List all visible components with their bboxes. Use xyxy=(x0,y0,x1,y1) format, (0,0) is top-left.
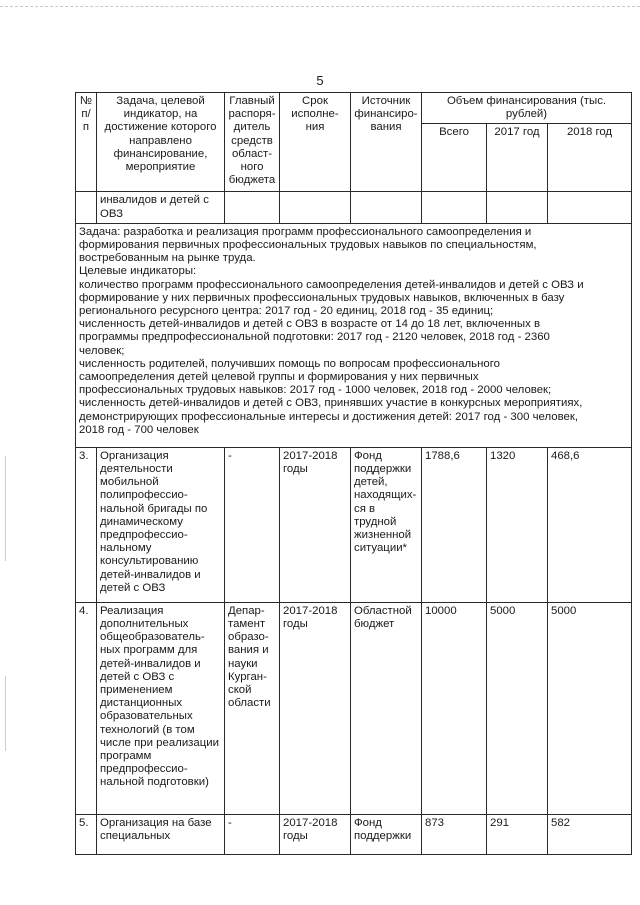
task-line: количество программ профессионального самоопределения детей-инвалидов и детей с ОВЗ и xyxy=(79,278,584,291)
header-source: Источник финансиро-вания xyxy=(351,93,422,192)
row-manager: Депар-тамент образо-вания и науки Курган-ской области xyxy=(225,602,280,814)
task-line: профессиональных трудовых навыков: 2017 год - 1000 человек, 2018 год - 2000 человек; xyxy=(79,384,552,397)
row-num: 3. xyxy=(76,447,97,602)
table-row xyxy=(76,602,632,814)
row-term: 2017-2018 годы xyxy=(280,447,351,602)
header-volume: Объем финансирования (тыс. рублей) xyxy=(422,93,632,124)
task-line: численность детей-инвалидов и детей с ОВЗ, принявших участие в конкурсных мероприятиях, xyxy=(79,397,583,410)
row-total: 10000 xyxy=(422,602,487,814)
row-num: 4. xyxy=(76,602,97,814)
task-line: программы предпрофессиональной подготовки: 2017 год - 2120 человек, 2018 год - 2360 xyxy=(79,331,550,344)
header-2018: 2018 год xyxy=(548,124,632,192)
task-line: демонстрирующих профессиональные интересы и достижения детей: 2017 год - 300 человек, xyxy=(79,410,578,423)
row-source: Областной бюджет xyxy=(351,602,422,814)
task-line: численность родителей, получивших помощь по вопросам профессионального xyxy=(79,357,500,370)
task-line: 2018 год - 700 человек xyxy=(79,423,199,436)
row-2018: 582 xyxy=(548,814,632,854)
row-task: Организация деятельности мобильной полипрофессио-нальной бригады по динамическому предпрофессио-нальному консультированию детей-инвалидов и детей с ОВЗ xyxy=(97,447,225,602)
row-term: 2017-2018 годы xyxy=(280,602,351,814)
financing-table xyxy=(75,92,632,855)
row-task: Реализация дополнительных общеобразователь-ных программ для детей-инвалидов и детей с ОВЗ с применением дистанционных образовательных технологий (в том числе при реализации программ предпрофессио-нальной подготовки) xyxy=(97,602,225,814)
task-block-row xyxy=(76,223,632,447)
page-top-edge xyxy=(0,6,640,7)
row-term: 2017-2018 годы xyxy=(280,814,351,854)
row-source: Фонд поддержки детей, находящих-ся в трудной жизненной ситуации* xyxy=(351,447,422,602)
row-2018: 468,6 xyxy=(548,447,632,602)
task-line: самоопределения детей целевой группы и формирования у них первичных xyxy=(79,371,479,384)
task-line: Целевые индикаторы: xyxy=(79,265,197,278)
header-manager: Главный распоря-дитель средств област-ного бюджета xyxy=(225,93,280,192)
task-line: численность детей-инвалидов и детей с ОВЗ в возрасте от 14 до 18 лет, включенных в xyxy=(79,318,541,331)
header-2017: 2017 год xyxy=(487,124,548,192)
task-line: человек; xyxy=(79,344,125,357)
row-source: Фонд поддержки xyxy=(351,814,422,854)
row-num: 5. xyxy=(76,814,97,854)
row-total: 873 xyxy=(422,814,487,854)
header-total: Всего xyxy=(422,124,487,192)
binding-mark xyxy=(5,676,6,751)
table-row xyxy=(76,814,632,854)
row-manager: - xyxy=(225,814,280,854)
binding-mark xyxy=(5,456,6,561)
header-num: № п/п xyxy=(76,93,97,192)
table-row xyxy=(76,447,632,602)
header-term: Срок исполне-ния xyxy=(280,93,351,192)
row-task: Организация на базе специальных xyxy=(97,814,225,854)
task-line: регионального ресурсного центра: 2017 год - 20 единиц, 2018 год - 35 единиц; xyxy=(79,305,494,318)
continuation-text: инвалидов и детей с ОВЗ xyxy=(97,192,225,223)
continuation-row xyxy=(76,192,632,223)
row-2017: 291 xyxy=(487,814,548,854)
task-line: формирования первичных профессиональных трудовых навыков по специальностям, xyxy=(79,239,537,252)
row-2017: 5000 xyxy=(487,602,548,814)
task-line: Задача: разработка и реализация программ профессионального самоопределения и xyxy=(79,225,532,238)
task-line: востребованным на рынке труда. xyxy=(79,252,256,265)
row-2018: 5000 xyxy=(548,602,632,814)
row-2017: 1320 xyxy=(487,447,548,602)
task-line: формирование у них первичных профессиональных трудовых навыков, включенных в базу xyxy=(79,291,565,304)
task-description xyxy=(76,223,632,447)
row-manager: - xyxy=(225,447,280,602)
row-total: 1788,6 xyxy=(422,447,487,602)
header-row xyxy=(76,93,632,124)
header-task: Задача, целевой индикатор, на достижение которого направлено финансирование, мероприятие xyxy=(97,93,225,192)
page-number: 5 xyxy=(316,73,324,88)
